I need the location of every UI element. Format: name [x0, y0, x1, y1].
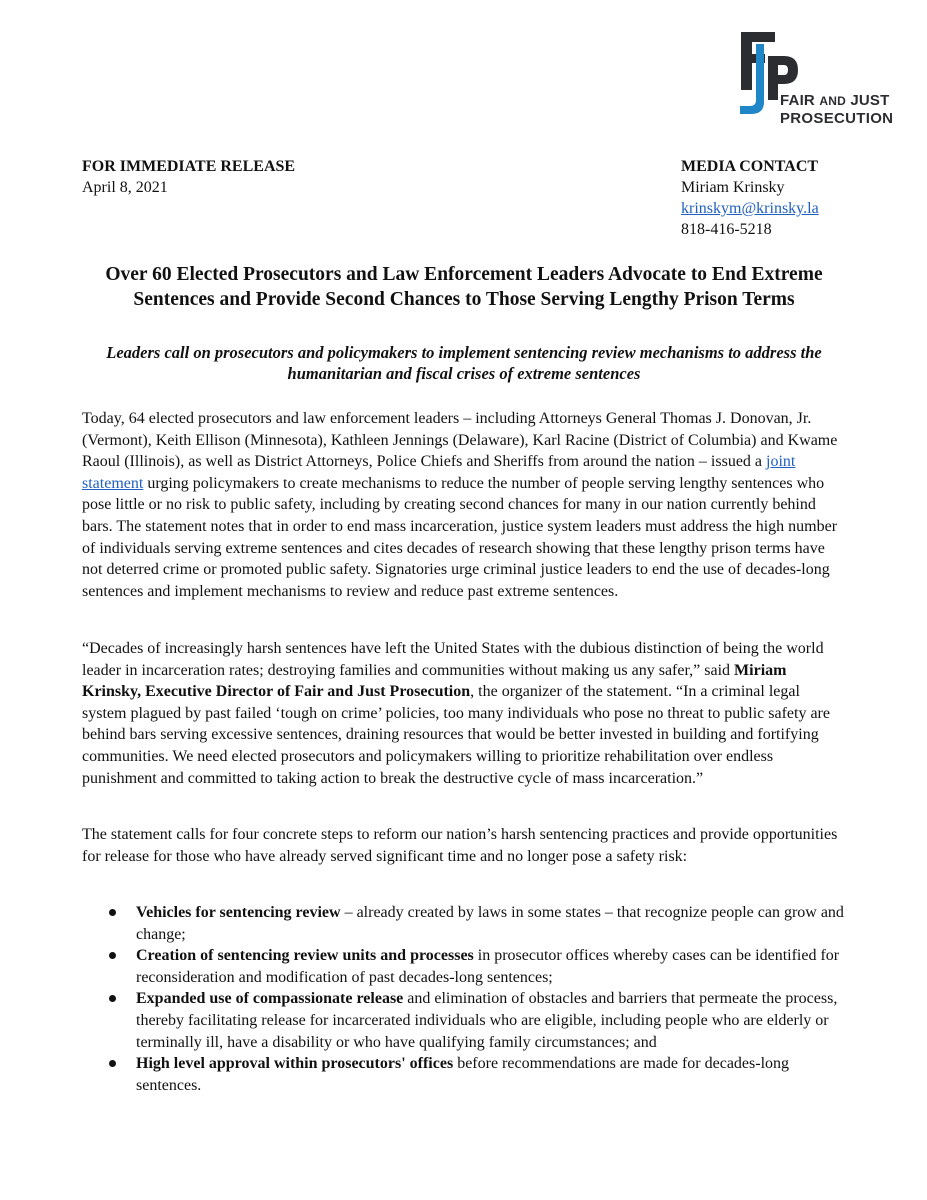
p2-text-after: , the organizer of the statement. “In a criminal legal system plagued by past failed ‘tough on crime’ policies, too many individuals who pose no threat to public safety are behind bars serving excessive sentences, draining resources that would be better invested in building and fortifying communities. We need elected prosecutors and policymakers willing to prioritize rehabilitation over endless punishment and committed to taking action to break the destructive cycle of mass incarceration.” [82, 683, 830, 787]
media-contact-label: MEDIA CONTACT [681, 158, 819, 175]
bullet-icon [109, 1060, 116, 1067]
logo-word-prosecution: PROSECUTION [780, 110, 894, 127]
logo-word-just: JUST [850, 92, 890, 109]
body-paragraph-1 [82, 408, 846, 602]
contact-email-link[interactable]: krinskym@krinsky.la [681, 200, 819, 217]
reform-steps-list [82, 902, 846, 1096]
list-item [82, 945, 846, 988]
press-release-subtitle: Leaders call on prosecutors and policymakers to implement sentencing review mechanisms to address the humanitarian and fiscal crises of extreme sentences [106, 343, 822, 383]
list-item [82, 1053, 846, 1096]
p2-text-before: “Decades of increasingly harsh sentences have left the United States with the dubious distinction of being the world leader in incarceration rates; destroying families and communities without making us any safer,” said [82, 640, 824, 679]
bullet-icon [109, 952, 116, 959]
list-item-bold: Vehicles for sentencing review [136, 904, 341, 921]
list-item-text: and elimination of obstacles and barriers that permeate the process, thereby facilitating release for incarcerated individuals who are eligible, including people who are elderly or terminally ill, have a disability or who have qualifying family circumstances; and [136, 990, 838, 1051]
release-block [82, 156, 295, 198]
contact-phone: 818-416-5218 [681, 221, 772, 238]
contact-name: Miriam Krinsky [681, 179, 785, 196]
list-item-text: – already created by laws in some states – that recognize people can grow and change; [136, 904, 844, 943]
joint-statement-link[interactable]: joint statement [82, 453, 796, 492]
bullet-icon [109, 909, 116, 916]
list-item-bold: Expanded use of compassionate release [136, 990, 404, 1008]
logo-word-and: AND [819, 94, 846, 108]
release-label: FOR IMMEDIATE RELEASE [82, 158, 296, 175]
list-item-text: before recommendations are made for decades-long sentences. [136, 1055, 790, 1094]
body-paragraph-3: The statement calls for four concrete steps to reform our nation’s harsh sentencing practices and provide opportunities for release for those who have already served significant time and no longer pose a safety risk: [82, 826, 838, 865]
bullet-icon [109, 995, 116, 1002]
list-item [82, 988, 846, 1053]
list-item [82, 902, 846, 945]
press-release-title: Over 60 Elected Prosecutors and Law Enforcement Leaders Advocate to End Extreme Sentences and Provide Second Chances to Those Serving Lengthy Prison Terms [105, 264, 823, 310]
body-paragraph-2 [82, 638, 846, 789]
p1-text-after: urging policymakers to create mechanisms to reduce the number of people serving lengthy sentences who pose little or no risk to public safety, including by creating second chances for many in our nation currently behind bars. The statement notes that in order to end mass incarceration, justice system leaders must address the high number of individuals serving extreme sentences and cites decades of research showing that these lengthy prison terms have not deterred crime or promoted public safety. Signatories urge criminal justice leaders to end the use of decades-long sentences and implement mechanisms to review and reduce past extreme sentences. [82, 474, 838, 600]
fjp-logo [734, 30, 906, 130]
list-item-bold: Creation of sentencing review units and processes [136, 947, 474, 965]
release-date: April 8, 2021 [82, 179, 168, 196]
p2-speaker: Miriam Krinsky, Executive Director of Fair and Just Prosecution [82, 661, 787, 701]
logo-word-fair: FAIR [780, 92, 815, 109]
p1-text-before: Today, 64 elected prosecutors and law enforcement leaders – including Attorneys General Thomas J. Donovan, Jr. (Vermont), Keith Ellison (Minnesota), Kathleen Jennings (Delaware), Karl Racine (District of Columbia) and Kwame Raoul (Illinois), as well as District Attorneys, Police Chiefs and Sheriffs from around the nation – issued a [82, 410, 838, 471]
media-contact-block [681, 156, 819, 240]
list-item-bold: High level approval within prosecutors' offices [136, 1055, 454, 1073]
list-item-text: in prosecutor offices whereby cases can be identified for reconsideration and modification of past decades-long sentences; [136, 947, 840, 986]
